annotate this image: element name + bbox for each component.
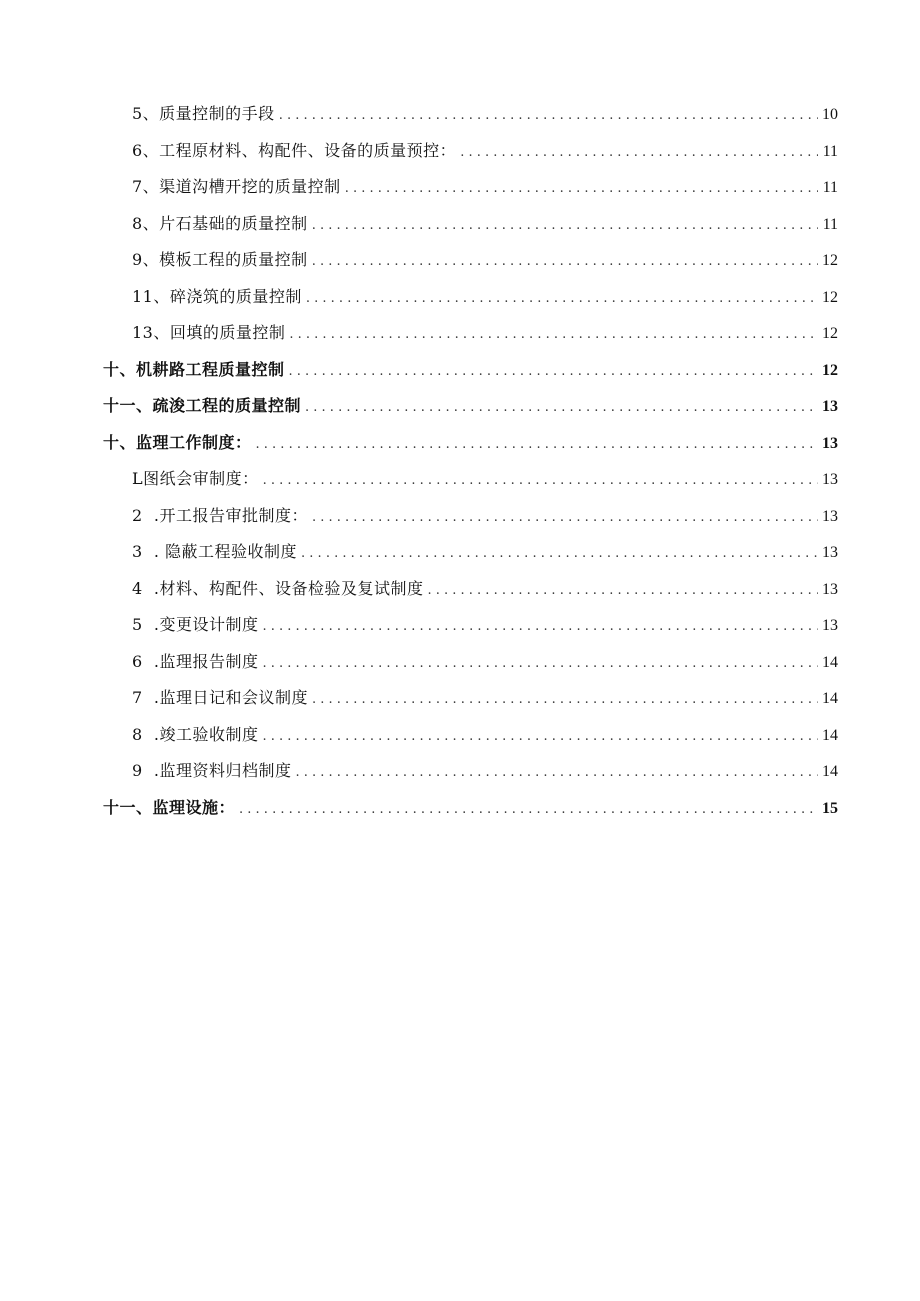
toc-entry[interactable] <box>0 279 838 316</box>
toc-entry-title: 6 .监理报告制度 <box>132 651 259 671</box>
toc-leader-dots <box>312 208 818 245</box>
toc-page-number: 13 <box>822 398 838 415</box>
toc-entry-title: 8、片石基础的质量控制 <box>132 213 308 233</box>
toc-entry-title: 4 .材料、构配件、设备检验及复试制度 <box>132 578 424 598</box>
toc-leader-dots <box>312 500 818 537</box>
toc-entry[interactable] <box>0 169 838 206</box>
toc-leader-dots <box>279 98 818 135</box>
toc-page-number: 12 <box>822 361 838 379</box>
toc-entry-title: 十、机耕路工程质量控制 <box>103 359 285 379</box>
toc-leader-dots <box>262 609 818 646</box>
toc-leader-dots <box>239 792 818 829</box>
toc-page-number: 11 <box>822 215 838 233</box>
toc-leader-dots <box>262 646 818 683</box>
toc-entry[interactable] <box>0 717 838 754</box>
toc-page-number: 13 <box>822 617 838 634</box>
toc-leader-dots <box>263 463 818 500</box>
toc-entry-title: 11、碎浇筑的质量控制 <box>132 286 302 306</box>
toc-page-number: 12 <box>822 288 838 306</box>
toc-entry-heading[interactable] <box>0 352 838 389</box>
toc-leader-dots <box>289 354 818 391</box>
toc-leader-dots <box>306 281 818 318</box>
toc-page-number: 11 <box>822 142 838 160</box>
toc-entry-title: 9、模板工程的质量控制 <box>132 250 308 269</box>
toc-leader-dots <box>256 427 818 464</box>
toc-leader-dots <box>262 719 818 756</box>
toc-page-number: 15 <box>822 799 838 817</box>
toc-entry[interactable] <box>0 534 838 571</box>
toc-page-number: 12 <box>822 252 838 269</box>
toc-entry[interactable] <box>0 206 838 243</box>
toc-entry[interactable] <box>0 680 838 717</box>
toc-entry-title: 2 .开工报告审批制度： <box>132 505 308 525</box>
toc-entry[interactable] <box>0 96 838 133</box>
toc-entry-title: 3 . 隐蔽工程验收制度 <box>132 542 298 561</box>
toc-entry[interactable] <box>0 242 838 279</box>
toc-entry-title: 十一、疏浚工程的质量控制 <box>103 396 302 415</box>
toc-entry-title: 9 .监理资料归档制度 <box>132 761 292 780</box>
toc-leader-dots <box>295 755 818 792</box>
toc-entry[interactable] <box>0 571 838 608</box>
toc-page-number: 13 <box>822 434 838 452</box>
toc-entry[interactable] <box>0 753 838 790</box>
toc-page-number: 10 <box>822 106 838 123</box>
toc-page-number: 13 <box>822 544 838 561</box>
toc-entry[interactable] <box>0 498 838 535</box>
toc-page-number: 13 <box>822 507 838 525</box>
toc-page-number: 14 <box>822 763 838 780</box>
toc-entry[interactable] <box>0 315 838 352</box>
toc-entry-title: 6、工程原材料、构配件、设备的质量预控： <box>132 140 457 160</box>
toc-entry-title: 7、渠道沟槽开挖的质量控制 <box>132 177 341 196</box>
toc-entry-heading[interactable] <box>0 790 838 827</box>
toc-entry-title: 十、监理工作制度： <box>103 432 252 452</box>
table-of-contents <box>0 96 920 826</box>
toc-leader-dots <box>345 171 818 208</box>
toc-leader-dots <box>305 390 818 427</box>
toc-entry-title: 13、回填的质量控制 <box>132 323 286 342</box>
toc-entry-title: 8 .竣工验收制度 <box>132 724 259 744</box>
toc-entry-title: 7 .监理日记和会议制度 <box>132 688 308 707</box>
toc-leader-dots <box>312 244 818 281</box>
toc-leader-dots <box>301 536 818 573</box>
toc-page-number: 13 <box>822 471 838 488</box>
toc-entry-heading[interactable] <box>0 425 838 462</box>
toc-entry-heading[interactable] <box>0 388 838 425</box>
toc-entry[interactable] <box>0 644 838 681</box>
toc-page-number: 11 <box>822 179 838 196</box>
toc-entry[interactable] <box>0 133 838 170</box>
toc-page-number: 12 <box>822 325 838 342</box>
toc-leader-dots <box>460 135 818 172</box>
toc-entry[interactable] <box>0 461 838 498</box>
toc-entry-title: L图纸会审制度： <box>132 469 259 488</box>
toc-page-number: 14 <box>822 726 838 744</box>
toc-page-number: 13 <box>822 580 838 598</box>
toc-leader-dots <box>427 573 818 610</box>
toc-entry[interactable] <box>0 607 838 644</box>
toc-leader-dots <box>289 317 818 354</box>
toc-entry-title: 十一、监理设施： <box>103 797 236 817</box>
toc-page-number: 14 <box>822 690 838 707</box>
toc-entry-title: 5 .变更设计制度 <box>132 615 259 634</box>
toc-entry-title: 5、质量控制的手段 <box>132 104 275 123</box>
toc-leader-dots <box>312 682 818 719</box>
toc-page-number: 14 <box>822 653 838 671</box>
